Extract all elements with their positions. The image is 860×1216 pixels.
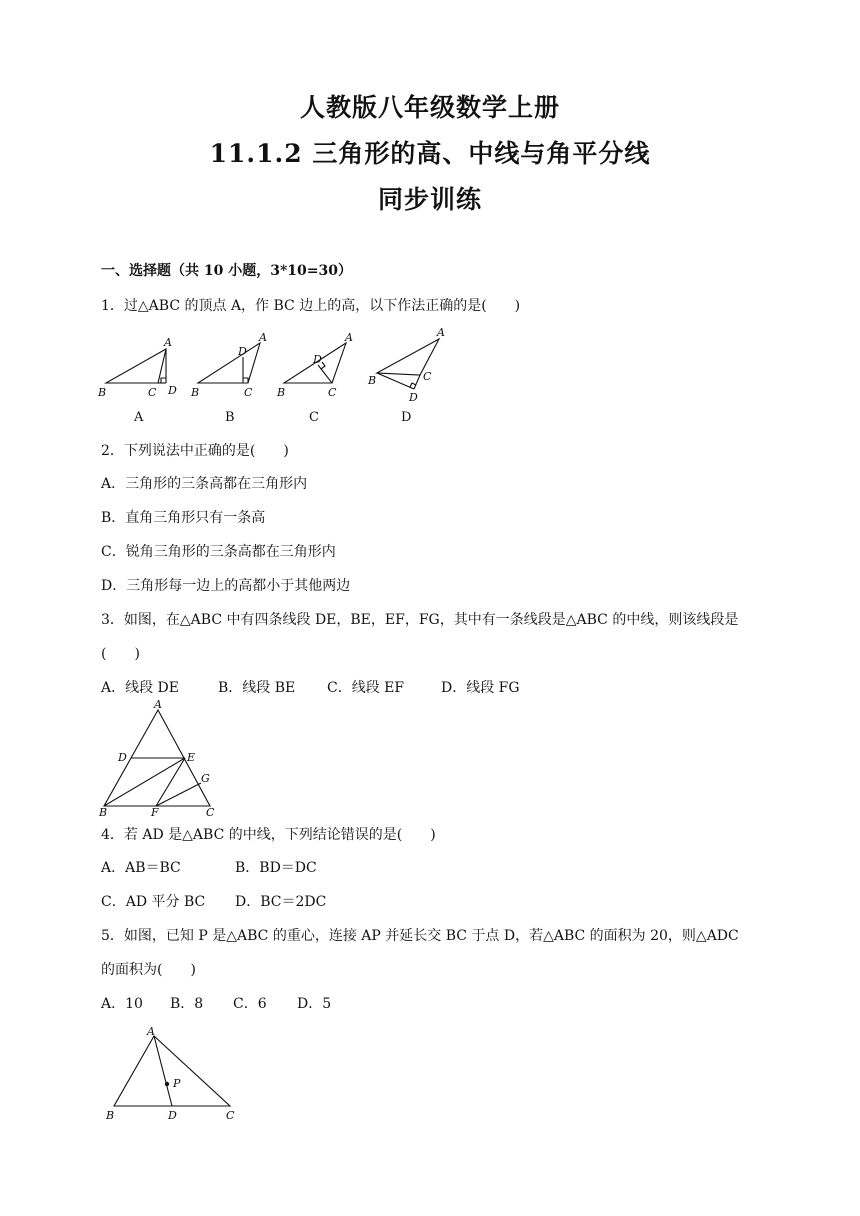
label-c: C (244, 386, 253, 399)
label-a: A (154, 698, 162, 711)
question-1-figures (96, 325, 456, 425)
label-p: P (173, 1077, 181, 1090)
question-3-stem-line1: 3．如图，在△ABC 中有四条线段 DE，BE，EF，FG，其中有一条线段是△ABC 的中线，则该线段是 (101, 612, 739, 628)
label-c: C (206, 806, 215, 818)
label-c: C (226, 1109, 235, 1122)
label-d: D (168, 384, 177, 397)
question-3-option-d: D．线段 FG (441, 680, 520, 696)
question-5-option-c: C．6 (233, 996, 267, 1012)
subtitle: 同步训练 (377, 185, 482, 214)
centroid-point (165, 1082, 169, 1086)
page-title: 人教版八年级数学上册 (299, 93, 560, 122)
question-2-stem: 2．下列说法中正确的是( ) (101, 443, 289, 459)
question-3-option-c: C．线段 EF (327, 680, 405, 696)
caption-b: B (225, 410, 235, 425)
question-5-option-b: B．8 (170, 996, 204, 1012)
question-2-option-a: A．三角形的三条高都在三角形内 (101, 476, 308, 492)
label-a: A (259, 331, 267, 344)
question-1-stem: 1．过△ABC 的顶点 A，作 BC 边上的高，以下作法正确的是( ) (101, 298, 521, 314)
question-4-option-a: A．AB＝BC (101, 860, 181, 876)
question-5-figure (98, 1024, 248, 1124)
question-2-option-d: D．三角形每一边上的高都小于其他两边 (101, 578, 351, 594)
label-a: A (164, 336, 172, 349)
question-3-stem-line2: ( ) (101, 646, 140, 662)
label-b: B (98, 386, 107, 399)
question-3-figure (96, 698, 226, 818)
figure-1a (97, 336, 177, 425)
label-d: D (238, 345, 247, 358)
label-d: D (118, 751, 127, 764)
label-b: B (106, 1109, 115, 1122)
question-4-option-b: B．BD＝DC (235, 860, 317, 876)
label-c: C (328, 386, 337, 399)
label-b: B (277, 386, 286, 399)
figure-1c (276, 331, 353, 425)
label-c: C (148, 386, 157, 399)
label-g: G (201, 772, 210, 785)
caption-d: D (401, 410, 412, 425)
label-d: D (313, 353, 322, 366)
label-b: B (368, 374, 377, 387)
figure-1b (190, 331, 267, 425)
label-c: C (423, 370, 432, 383)
question-5-option-a: A．10 (101, 996, 143, 1012)
question-3-option-b: B．线段 BE (218, 680, 296, 696)
label-a: A (345, 331, 353, 344)
question-4-option-c: C．AD 平分 BC (101, 894, 206, 910)
question-5-stem-line2: 的面积为( ) (101, 962, 196, 978)
question-4-stem: 4．若 AD 是△ABC 的中线，下列结论错误的是( ) (101, 827, 436, 843)
section-heading: 一、选择题（共 10 小题，3*10=30） (101, 263, 352, 279)
label-d: D (168, 1109, 177, 1122)
question-2-option-b: B．直角三角形只有一条高 (101, 510, 266, 526)
label-a: A (147, 1025, 155, 1038)
caption-c: C (309, 410, 319, 425)
label-f: F (151, 806, 159, 818)
question-3-option-a: A．线段 DE (101, 680, 180, 696)
label-a: A (437, 326, 445, 339)
question-5-option-d: D．5 (297, 996, 332, 1012)
figure-1d (367, 326, 445, 425)
caption-a: A (134, 410, 144, 425)
label-b: B (191, 386, 200, 399)
label-d: D (409, 391, 418, 404)
question-4-option-d: D．BC＝2DC (235, 894, 327, 910)
label-b: B (99, 806, 108, 818)
lesson-title: 11.1.2 三角形的高、中线与角平分线 (209, 139, 651, 168)
label-e: E (187, 751, 196, 764)
question-2-option-c: C．锐角三角形的三条高都在三角形内 (101, 544, 336, 560)
question-5-stem-line1: 5．如图，已知 P 是△ABC 的重心，连接 AP 并延长交 BC 于点 D，若△ABC 的面积为 20，则△ADC (101, 928, 739, 944)
